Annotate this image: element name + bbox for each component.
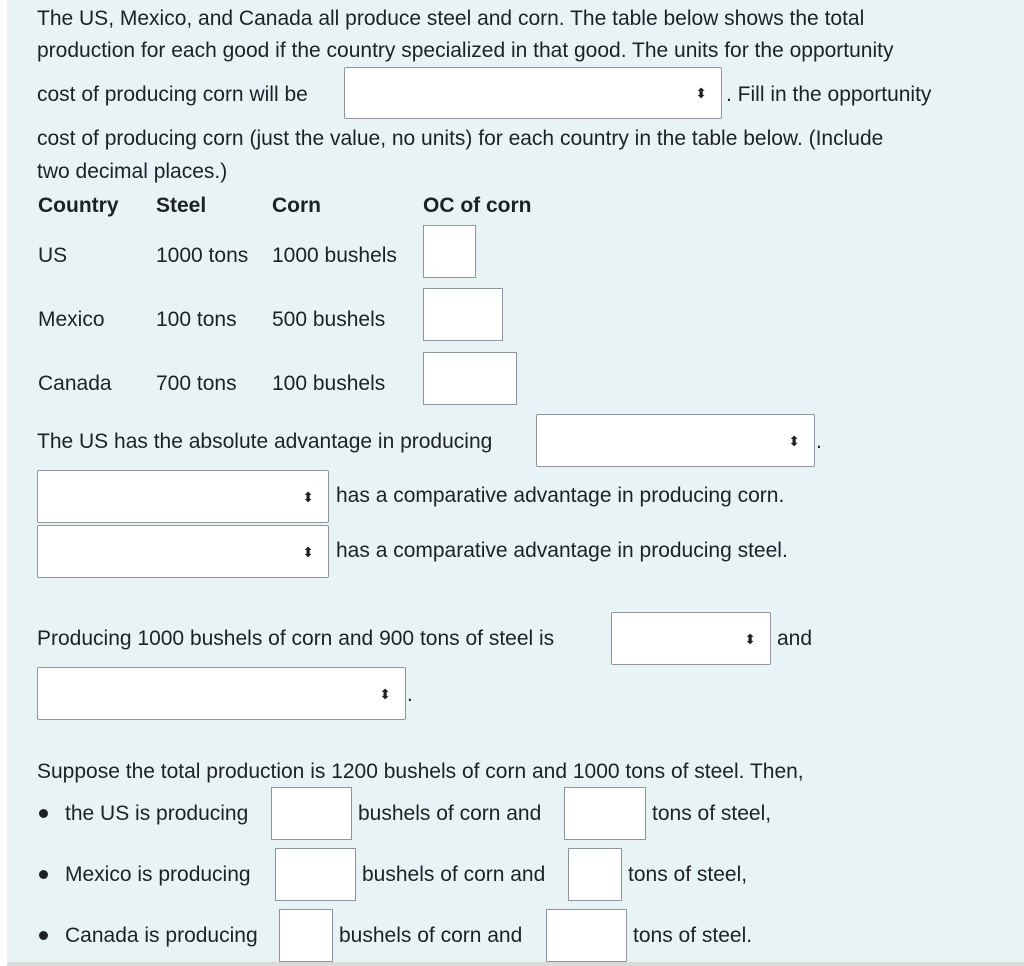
absolute-advantage-text: The US has the absolute advantage in producing [37, 430, 493, 453]
suppose-lead-mexico: Mexico is producing [65, 863, 251, 886]
oc-input-mexico[interactable] [423, 288, 503, 341]
suppose-mid-us: bushels of corn and [358, 802, 542, 825]
intro-line-5: two decimal places.) [37, 160, 228, 183]
mexico-steel-input[interactable] [568, 848, 622, 901]
suppose-mid-canada: bushels of corn and [339, 924, 523, 947]
oc-input-us[interactable] [423, 225, 476, 278]
producing-period: . [407, 683, 413, 706]
producing-select-2[interactable] [37, 667, 406, 720]
table-cell-steel: 700 tons [156, 372, 237, 395]
table-cell-country: US [38, 244, 68, 267]
suppose-tail-canada: tons of steel. [633, 924, 753, 947]
table-cell-corn: 500 bushels [272, 308, 386, 331]
bullet-icon [39, 931, 48, 940]
intro-line-1: The US, Mexico, and Canada all produce steel and corn. The table below shows the total [37, 7, 865, 30]
bullet-icon [39, 809, 48, 818]
intro-line-3-before: cost of producing corn will be [37, 83, 308, 106]
panel-bottom-border [7, 962, 1024, 966]
suppose-mid-mexico: bushels of corn and [362, 863, 546, 886]
suppose-tail-us: tons of steel, [652, 802, 772, 825]
canada-steel-input[interactable] [546, 909, 627, 962]
suppose-lead-canada: Canada is producing [65, 924, 258, 947]
units-select[interactable] [344, 67, 722, 119]
comparative-corn-text: has a comparative advantage in producing corn. [336, 484, 785, 507]
producing-and: and [777, 627, 813, 650]
mexico-corn-input[interactable] [275, 848, 356, 901]
suppose-tail-mexico: tons of steel, [628, 863, 748, 886]
suppose-lead-us: the US is producing [65, 802, 249, 825]
table-header-steel: Steel [156, 194, 207, 217]
bullet-icon [39, 870, 48, 879]
absolute-period: . [816, 430, 822, 453]
intro-line-3-after: . Fill in the opportunity [726, 83, 932, 106]
comparative-steel-text: has a comparative advantage in producing steel. [336, 539, 788, 562]
updown-arrow-icon: ⬍ [302, 543, 314, 560]
intro-line-4: cost of producing corn (just the value, no units) for each country in the table below. (Include [37, 127, 884, 150]
us-corn-input[interactable] [271, 787, 352, 840]
updown-arrow-icon: ⬍ [744, 630, 756, 647]
oc-input-canada[interactable] [423, 352, 517, 405]
us-steel-input[interactable] [564, 787, 646, 840]
table-cell-corn: 1000 bushels [272, 244, 397, 267]
intro-line-2: production for each good if the country specialized in that good. The units for the opportunity [37, 39, 894, 62]
comparative-steel-select[interactable] [37, 525, 329, 578]
table-header-country: Country [38, 194, 119, 217]
table-header-oc: OC of corn [423, 194, 532, 217]
comparative-corn-select[interactable] [37, 470, 329, 523]
canada-corn-input[interactable] [279, 909, 333, 962]
producing-text: Producing 1000 bushels of corn and 900 tons of steel is [37, 627, 555, 650]
table-cell-steel: 1000 tons [156, 244, 249, 267]
updown-arrow-icon: ⬍ [302, 488, 314, 505]
absolute-advantage-select[interactable] [536, 414, 815, 467]
table-cell-country: Canada [38, 372, 112, 395]
table-cell-corn: 100 bushels [272, 372, 386, 395]
table-cell-country: Mexico [38, 308, 105, 331]
table-cell-steel: 100 tons [156, 308, 237, 331]
producing-select-1[interactable] [611, 612, 771, 665]
updown-arrow-icon: ⬍ [695, 85, 707, 101]
suppose-text: Suppose the total production is 1200 bushels of corn and 1000 tons of steel. Then, [37, 760, 804, 783]
updown-arrow-icon: ⬍ [788, 432, 800, 449]
updown-arrow-icon: ⬍ [379, 685, 391, 702]
table-header-corn: Corn [272, 194, 321, 217]
